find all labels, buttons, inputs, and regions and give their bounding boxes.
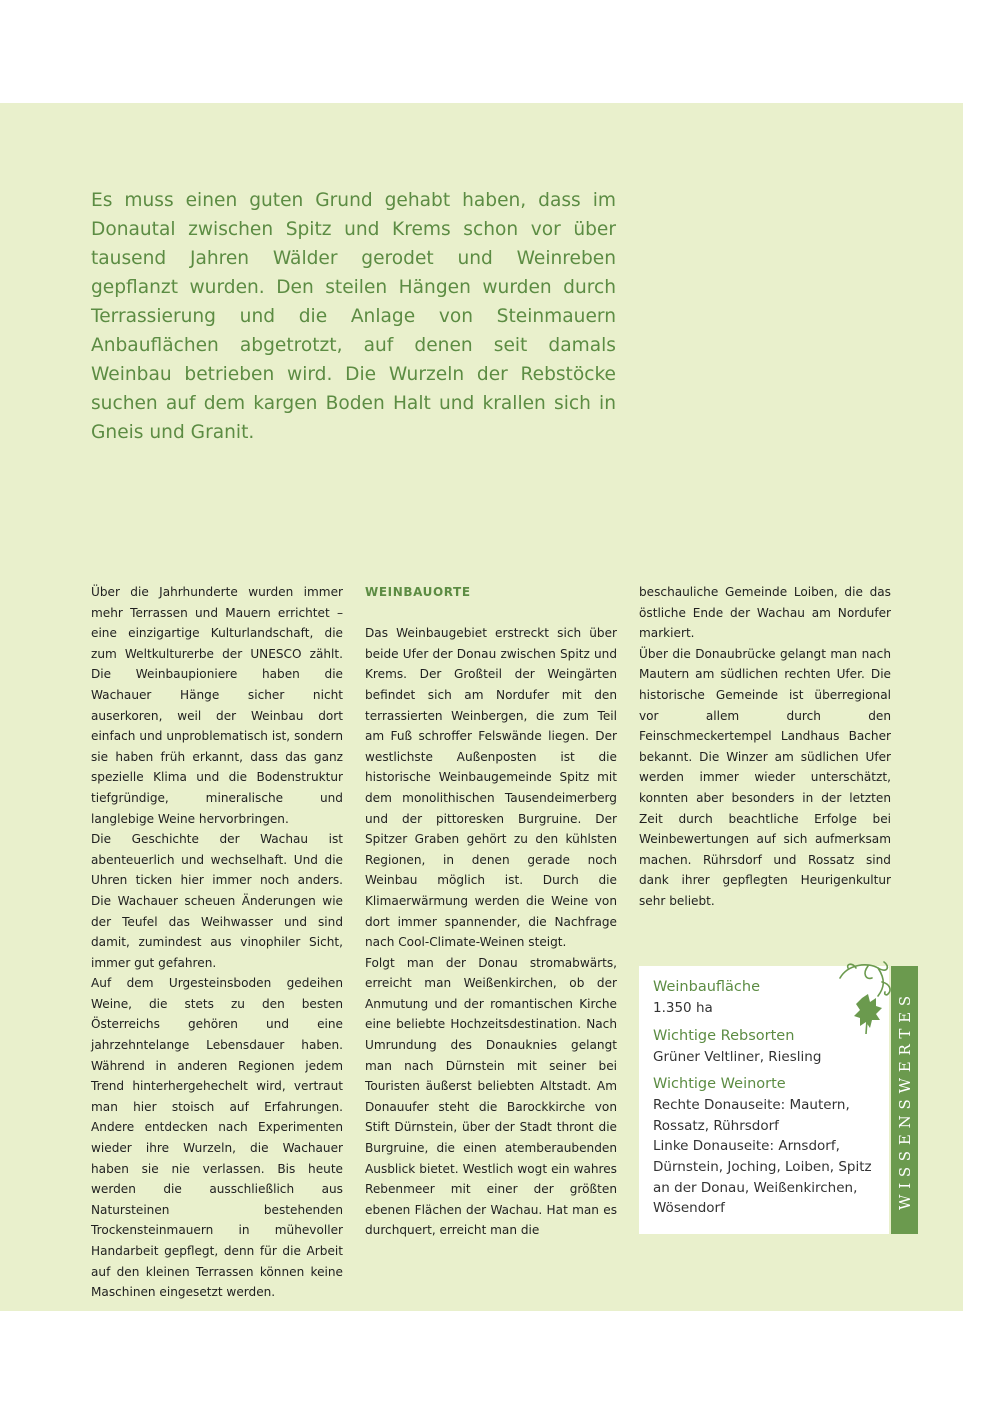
text-column-1 xyxy=(91,582,343,1303)
info-heading-varieties: Wichtige Rebsorten xyxy=(653,1027,795,1044)
info-value-varieties: Grüner Veltliner, Riesling xyxy=(653,1048,822,1065)
paragraph: Auf dem Urgesteinsboden gedeihen Weine, die stets zu den besten Österreichs gehören und eine jahrzehntelange Lebensdauer haben. Während in anderen Regionen jedem Trend hinterhergehechelt wird, vertraut man hier stoisch auf Erfahrungen. Andere entdecken nach Experimenten wieder ihre Wurzeln, die Wachauer haben sie nie verlassen. Bis heute werden die ausschließlich aus Natursteinen bestehenden Trockensteinmauern in mühevoller Handarbeit gepflegt, denn für die Arbeit auf den kleinen Terrassen können keine Maschinen eingesetzt werden. xyxy=(91,976,343,1300)
paragraph: Folgt man der Donau stromabwärts, erreicht man Weißenkirchen, ob der Anmutung und der romantischen Kirche eine beliebte Hochzeitsdestination. Nach Umrundung des Donauknies gelangt man nach Dürnstein mit seiner bei Touristen äußerst beliebten Altstadt. Am Donauufer steht die Barockkirche von Stift Dürnstein, über der Stadt thront die Burgruine, die einen atemberaubenden Ausblick bietet. Westlich wogt ein wahres Rebenmeer mit einer der größten ebenen Flächen der Wachau. Hat man es durchquert, erreicht man die xyxy=(365,955,617,1238)
sidebar-label xyxy=(891,966,918,1234)
info-value-area: 1.350 ha xyxy=(653,1000,713,1016)
section-heading: WEINBAUORTE xyxy=(365,585,471,599)
info-value-places-left: Linke Donauseite: Arnsdorf, Dürnstein, Joching, Loiben, Spitz an der Donau, Weißenkirchen, Wösendorf xyxy=(653,1138,872,1217)
text-column-2 xyxy=(365,582,617,1241)
vine-leaf-icon xyxy=(838,958,896,1043)
paragraph: beschauliche Gemeinde Loiben, die das östliche Ende der Wachau am Nordufer markiert. xyxy=(639,585,891,641)
paragraph: Über die Jahrhunderte wurden immer mehr Terrassen und Mauern errichtet – eine einzigartige Kulturlandschaft, die zum Weltkulturerbe der UNESCO zählt. Die Weinbaupioniere haben die Wachauer Hänge sicher nicht auserkoren, weil der Weinbau dort einfach und unproblematisch ist, sondern sie haben früh erkannt, dass das ganz spezielle Klima und die Bodenstruktur tiefgründige, mineralische und langlebige Weine hervorbringen. xyxy=(91,585,343,826)
paragraph: Die Geschichte der Wachau ist abenteuerlich und wechselhaft. Und die Uhren ticken hier immer noch anders. Die Wachauer scheuen Änderungen wie der Teufel das Weihwasser und sind damit, zumindest aus vinophiler Sicht, immer gut gefahren. xyxy=(91,832,343,970)
paragraph: Über die Donaubrücke gelangt man nach Mautern am südlichen rechten Ufer. Die historische Gemeinde ist überregional vor allem durch den Feinschmeckertempel Landhaus Bacher bekannt. Die Winzer am südlichen Ufer werden immer wieder unterschätzt, konnten aber besonders in der letzten Zeit durch beachtliche Erfolge bei Weinbewertungen auf sich aufmerksam machen. Rührsdorf und Rossatz sind dank ihrer gepflegten Heurigenkultur sehr beliebt. xyxy=(639,646,891,908)
intro-text: Es muss einen guten Grund gehabt haben, dass im Donautal zwischen Spitz und Krems schon vor über tausend Jahren Wälder gerodet und Weinreben gepflanzt wurden. Den steilen Hängen wurden durch Terrassierung und die Anlage von Steinmauern Anbauflächen abgetrotzt, auf denen seit damals Weinbau betrieben wird. Die Wurzeln der Rebstöcke suchen auf dem kargen Boden Halt und krallen sich in Gneis und Granit. xyxy=(91,190,616,443)
info-heading-area: Weinbaufläche xyxy=(653,979,761,995)
info-heading-places: Wichtige Weinorte xyxy=(653,1076,786,1093)
paragraph: Das Weinbaugebiet erstreckt sich über beide Ufer der Donau zwischen Spitz und Krems. Der Großteil der Weingärten befindet sich am Nordufer mit den terrassierten Weinbergen, die zum Teil am Fuß schroffer Felswände liegen. Der westlichste Außenposten ist die historische Weinbaugemeinde Spitz mit dem monolithischen Tausendeimerberg und der pittoresken Burgruine. Der Spitzer Graben gehört zu den kühlsten Regionen, in denen gerade noch Weinbau möglich ist. Durch die Klimaerwärmung werden die Weine von dort immer spannender, die Nachfrage nach Cool-Climate-Weinen steigt. xyxy=(365,626,617,950)
text-column-3 xyxy=(639,582,891,912)
sidebar-label-text: WISSENSWERTES xyxy=(895,989,914,1211)
info-value-places-right: Rechte Donauseite: Mautern, Rossatz, Rührsdorf xyxy=(653,1097,850,1134)
